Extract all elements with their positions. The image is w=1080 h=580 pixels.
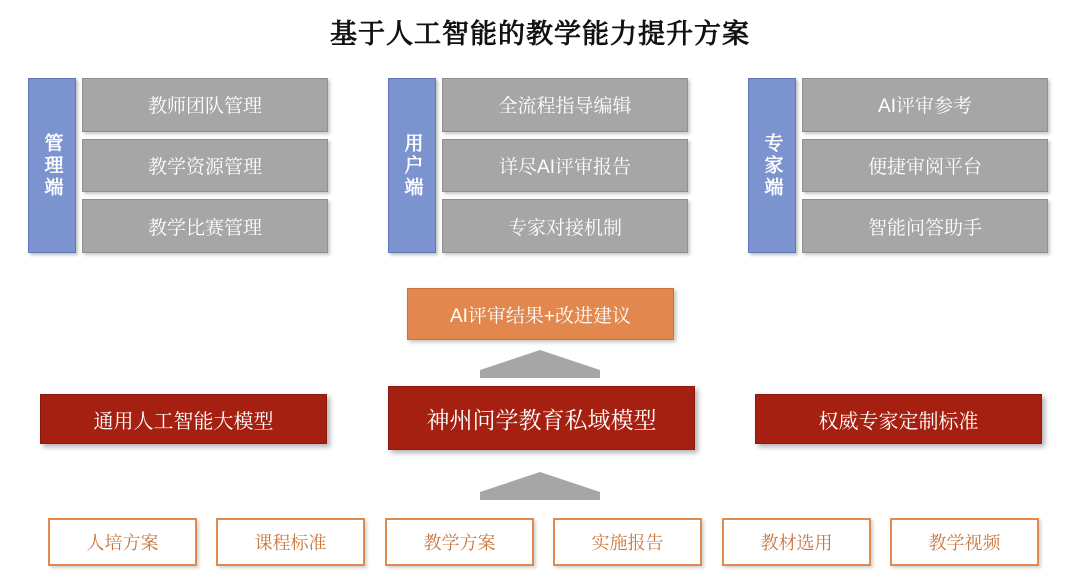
model-private-domain[interactable]: 神州问学教育私域模型 xyxy=(388,386,695,450)
source-box[interactable]: 教材选用 xyxy=(722,518,871,566)
group-item[interactable]: 详尽AI评审报告 xyxy=(442,139,688,193)
model-general-ai[interactable]: 通用人工智能大模型 xyxy=(40,394,327,444)
group-user xyxy=(388,78,688,253)
group-item[interactable]: 教学资源管理 xyxy=(82,139,328,193)
source-box[interactable]: 实施报告 xyxy=(553,518,702,566)
source-box[interactable]: 人培方案 xyxy=(48,518,197,566)
group-item[interactable]: 教师团队管理 xyxy=(82,78,328,132)
group-label-expert: 专家端 xyxy=(748,78,796,253)
group-item[interactable]: 教学比赛管理 xyxy=(82,199,328,253)
group-expert xyxy=(748,78,1048,253)
arrow-up-to-result xyxy=(420,348,660,380)
model-expert-standard[interactable]: 权威专家定制标准 xyxy=(755,394,1042,444)
source-box[interactable]: 教学视频 xyxy=(890,518,1039,566)
group-rows-admin xyxy=(82,78,328,253)
group-item[interactable]: AI评审参考 xyxy=(802,78,1048,132)
group-item[interactable]: 智能问答助手 xyxy=(802,199,1048,253)
group-label-admin: 管理端 xyxy=(28,78,76,253)
ai-result-box[interactable]: AI评审结果+改进建议 xyxy=(407,288,674,340)
group-item[interactable]: 专家对接机制 xyxy=(442,199,688,253)
page-title: 基于人工智能的教学能力提升方案 xyxy=(330,19,750,49)
group-label-user: 用户端 xyxy=(388,78,436,253)
group-item[interactable]: 便捷审阅平台 xyxy=(802,139,1048,193)
arrow-up-to-model xyxy=(420,470,660,502)
source-box[interactable]: 课程标准 xyxy=(216,518,365,566)
source-box[interactable]: 教学方案 xyxy=(385,518,534,566)
group-admin xyxy=(28,78,328,253)
group-item[interactable]: 全流程指导编辑 xyxy=(442,78,688,132)
group-rows-user xyxy=(442,78,688,253)
group-rows-expert xyxy=(802,78,1048,253)
